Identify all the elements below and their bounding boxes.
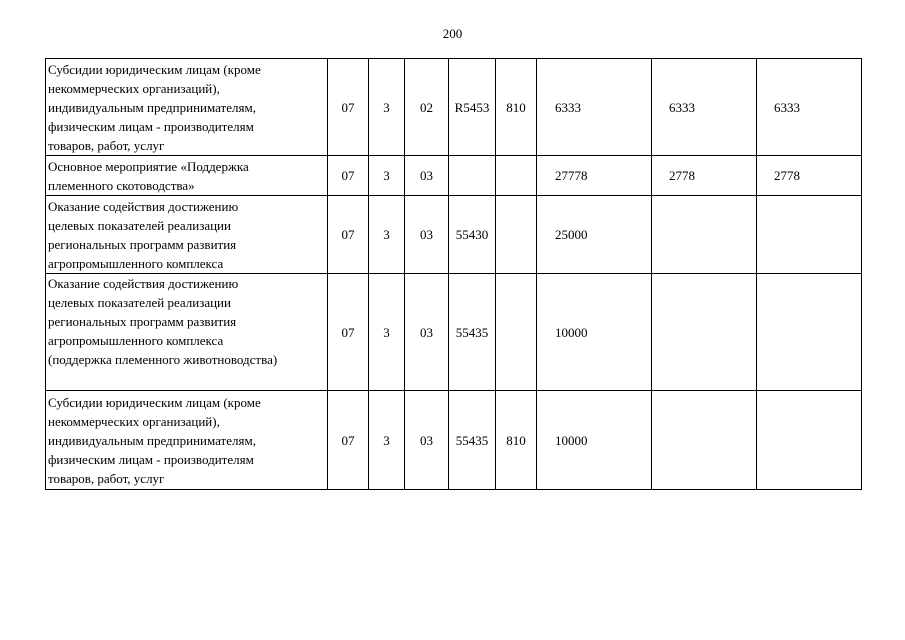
target-code-cell: 55435 xyxy=(449,391,496,490)
row-name-line: физическим лицам - производителям xyxy=(48,118,254,134)
section-code-cell: 07 xyxy=(328,274,369,391)
row-name-line: племенного скотоводства» xyxy=(48,177,195,193)
row-name-line: Субсидии юридическим лицам (кроме xyxy=(48,394,261,410)
expense-type-cell: 810 xyxy=(496,391,537,490)
target-code-cell: R5453 xyxy=(449,59,496,156)
amount-cell-1: 10000 xyxy=(537,391,652,490)
row-name-line: целевых показателей реализации xyxy=(48,217,231,233)
table-row xyxy=(46,59,862,156)
program-code-cell: 03 xyxy=(405,274,449,391)
section-code-cell: 07 xyxy=(328,196,369,274)
row-name-line: целевых показателей реализации xyxy=(48,295,231,310)
row-name-cell xyxy=(46,196,328,274)
section-code-cell: 07 xyxy=(328,156,369,196)
subsection-code-cell: 3 xyxy=(369,274,405,391)
expense-type-cell: 810 xyxy=(496,59,537,156)
amount-cell-1: 27778 xyxy=(537,156,652,196)
amount-cell-2 xyxy=(652,274,757,391)
section-code-cell: 07 xyxy=(328,391,369,490)
row-name-line: агропромышленного комплекса xyxy=(48,333,224,348)
row-name-line: Оказание содействия достижению xyxy=(48,276,239,291)
row-name-cell xyxy=(46,59,328,156)
expense-type-cell xyxy=(496,196,537,274)
program-code-cell: 03 xyxy=(405,391,449,490)
row-name-line: физическим лицам - производителям xyxy=(48,451,254,467)
target-code-cell: 55435 xyxy=(449,274,496,391)
amount-cell-2 xyxy=(652,391,757,490)
row-name-line: (поддержка племенного животноводства) xyxy=(48,352,278,367)
expense-type-cell xyxy=(496,156,537,196)
row-name-line: товаров, работ, услуг xyxy=(48,137,165,153)
subsection-code-cell: 3 xyxy=(369,156,405,196)
row-name-line: Оказание содействия достижению xyxy=(48,198,239,214)
amount-cell-2: 6333 xyxy=(652,59,757,156)
section-code-cell: 07 xyxy=(328,59,369,156)
row-name-line: Основное мероприятие «Поддержка xyxy=(48,158,249,174)
amount-cell-1: 6333 xyxy=(537,59,652,156)
row-name-line: некоммерческих организаций), xyxy=(48,80,220,96)
amount-cell-1: 25000 xyxy=(537,196,652,274)
row-name-line: некоммерческих организаций), xyxy=(48,413,220,429)
table-row xyxy=(46,391,862,490)
amount-cell-3 xyxy=(757,196,862,274)
subsection-code-cell: 3 xyxy=(369,196,405,274)
row-name-cell xyxy=(46,274,328,391)
target-code-cell: 55430 xyxy=(449,196,496,274)
row-name-cell xyxy=(46,156,328,196)
row-name-line: Субсидии юридическим лицам (кроме xyxy=(48,61,261,77)
table-row xyxy=(46,196,862,274)
target-code-cell xyxy=(449,156,496,196)
row-name-line: региональных программ развития xyxy=(48,236,237,252)
row-name-cell xyxy=(46,391,328,490)
amount-cell-2 xyxy=(652,196,757,274)
amount-cell-3 xyxy=(757,391,862,490)
amount-cell-3 xyxy=(757,274,862,391)
table-row xyxy=(46,274,862,391)
program-code-cell: 02 xyxy=(405,59,449,156)
subsection-code-cell: 3 xyxy=(369,59,405,156)
row-name-line: индивидуальным предпринимателям, xyxy=(48,99,256,115)
row-name-line: региональных программ развития xyxy=(48,314,237,329)
row-name-line: агропромышленного комплекса xyxy=(48,255,224,271)
row-name-line: индивидуальным предпринимателям, xyxy=(48,432,256,448)
row-name-line: товаров, работ, услуг xyxy=(48,470,165,486)
program-code-cell: 03 xyxy=(405,196,449,274)
amount-cell-3: 6333 xyxy=(757,59,862,156)
expense-type-cell xyxy=(496,274,537,391)
table-row xyxy=(46,156,862,196)
program-code-cell: 03 xyxy=(405,156,449,196)
budget-table xyxy=(45,58,862,490)
amount-cell-1: 10000 xyxy=(537,274,652,391)
page-number: 200 xyxy=(442,26,463,41)
subsection-code-cell: 3 xyxy=(369,391,405,490)
amount-cell-3: 2778 xyxy=(757,156,862,196)
amount-cell-2: 2778 xyxy=(652,156,757,196)
